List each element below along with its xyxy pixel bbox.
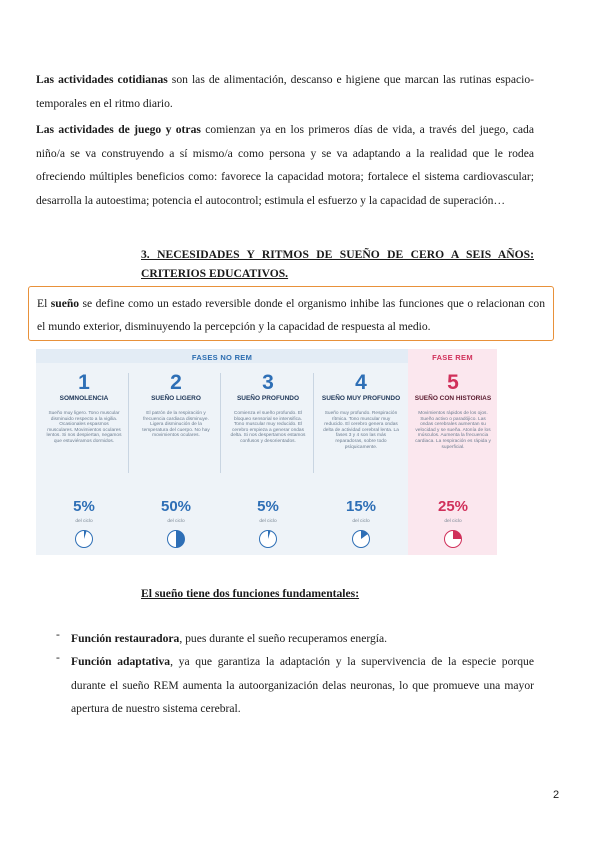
pie-slice <box>453 531 462 540</box>
cycle-pie-icon <box>74 529 94 549</box>
list-dash: - <box>56 651 60 664</box>
function-restorative <box>71 627 534 651</box>
phase-percentage: 5% <box>73 498 95 515</box>
rem-label: FASE REM <box>432 353 473 362</box>
phase-percentage: 15% <box>345 498 377 515</box>
phase-column <box>132 369 220 555</box>
adaptive-text: , ya que garantiza la adaptación y la supervivencia de la especie porque durante el sueño REM aumenta la autoorganización delas neuronas, lo que promueve una mayor apertura de nuestro sistema cerebral. <box>71 655 534 715</box>
phase-percentage: 5% <box>257 498 279 515</box>
function-adaptive <box>71 650 534 721</box>
definition-text: se define como un estado reversible donde el organismo inhibe las funciones que o relacionan con el mundo exterior, disminuyendo la percepción y la capacidad de respuesta al medio. <box>37 297 545 333</box>
cycle-pie-icon <box>351 529 371 549</box>
term-restorative: Función restauradora <box>71 632 180 645</box>
section-heading: 3. NECESIDADES Y RITMOS DE SUEÑO DE CERO A SEIS AÑOS: CRITERIOS EDUCATIVOS. <box>141 248 534 280</box>
paragraph-daily-activities <box>36 68 534 115</box>
nrem-label: FASES NO REM <box>191 353 253 362</box>
cycle-label: del ciclo <box>444 519 462 524</box>
phase-percentage: 25% <box>437 498 469 515</box>
cycle-label: del ciclo <box>167 519 185 524</box>
cycle-pie-icon <box>258 529 278 549</box>
term-sleep: sueño <box>50 297 80 310</box>
phase-separator <box>220 373 221 473</box>
phase-title: SUEÑO LIGERO <box>151 395 201 402</box>
functions-heading <box>141 582 521 606</box>
phase-description: Movimientos rápidos de los ojos. Sueño activo o paradójico. Las ondas cerebrales aumentan su velocidad y se sueña. Atonía de los músculos. Aumenta la frecuencia cardiaca. La respiración es rápida y superficial. <box>415 411 491 450</box>
list-dash: - <box>56 628 60 641</box>
sleep-definition-box <box>28 286 554 341</box>
phase-separator <box>128 373 129 473</box>
phase-description: Sueño muy profundo. Respiración rítmica. Tono muscular muy reducido. El cerebro genera ondas delta de actividad cerebral lenta. La fases 3 y 4 son las más reparadoras, sobre todo psíquicamente. <box>323 411 399 450</box>
phase-number: 4 <box>355 371 367 394</box>
daily-activities-text: son las de alimentación, descanso e higiene que marcan las rutinas espacio-temporales en el ritmo diario. <box>36 73 534 110</box>
phase-number: 2 <box>170 371 182 394</box>
phase-column <box>409 369 497 555</box>
cycle-pie-icon <box>166 529 186 549</box>
functions-heading-text: El sueño tiene dos funciones fundamentales: <box>141 587 360 600</box>
phase-column <box>317 369 405 555</box>
restorative-text: , pues durante el sueño recuperamos energía. <box>179 632 388 645</box>
cycle-label: del ciclo <box>75 519 93 524</box>
phase-title: SUEÑO PROFUNDO <box>236 395 300 402</box>
cycle-pie-icon <box>443 529 463 549</box>
pie-slice <box>176 531 184 548</box>
cycle-label: del ciclo <box>352 519 370 524</box>
phase-title: SUEÑO MUY PROFUNDO <box>321 395 401 402</box>
page-number: 2 <box>553 789 560 801</box>
phase-title: SUEÑO CON HISTORIAS <box>414 395 492 402</box>
phase-title: SOMNOLENCIA <box>59 395 109 402</box>
phase-number: 5 <box>447 371 459 394</box>
term-adaptive: Función adaptativa <box>71 655 171 668</box>
phase-column <box>40 369 128 555</box>
phase-percentage: 50% <box>160 498 192 515</box>
phase-description: Sueño muy ligero. Tono muscular disminuido respecto a la vigilia. Ocasionales espasmos musculares. Movimientos oculares lentos. Si nos despiertan, negamos que estuviéramos dormidos. <box>46 411 122 444</box>
definition-prefix: El <box>37 297 51 310</box>
phase-description: El patrón de la respiración y frecuencia cardiaca disminuye. Ligera disminución de la temperatura del cuerpo. No hay movimientos oculares. <box>142 411 210 439</box>
phase-number: 3 <box>262 371 274 394</box>
phase-description: Comienza el sueño profundo. El bloqueo sensorial se intensifica. Tono muscular muy reducido. El cerebro empieza a generar ondas delta. Si nos despertamos estamos confusos y desorientados. <box>230 411 306 444</box>
term-daily-activities: Las actividades cotidianas <box>36 73 168 86</box>
phase-separator <box>313 373 314 473</box>
term-play-activities: Las actividades de juego y otras <box>36 123 201 136</box>
play-activities-text: comienzan ya en los primeros días de vida, a través del juego, cada niño/a se va construyendo a sí mismo/a como persona y se va adaptando a la realidad que le rodea ofreciendo múltiples beneficios como: favorece la capacidad motora; fortalece el sistema cardiovascular; desarrolla la autoestima; potencia el autocontrol; estimula el esfuerzo y la capacidad de superación… <box>36 123 534 207</box>
phase-number: 1 <box>78 371 90 394</box>
paragraph-play-activities <box>36 118 534 212</box>
phase-column <box>224 369 312 555</box>
cycle-label: del ciclo <box>259 519 277 524</box>
sleep-phases-infographic <box>36 349 497 555</box>
